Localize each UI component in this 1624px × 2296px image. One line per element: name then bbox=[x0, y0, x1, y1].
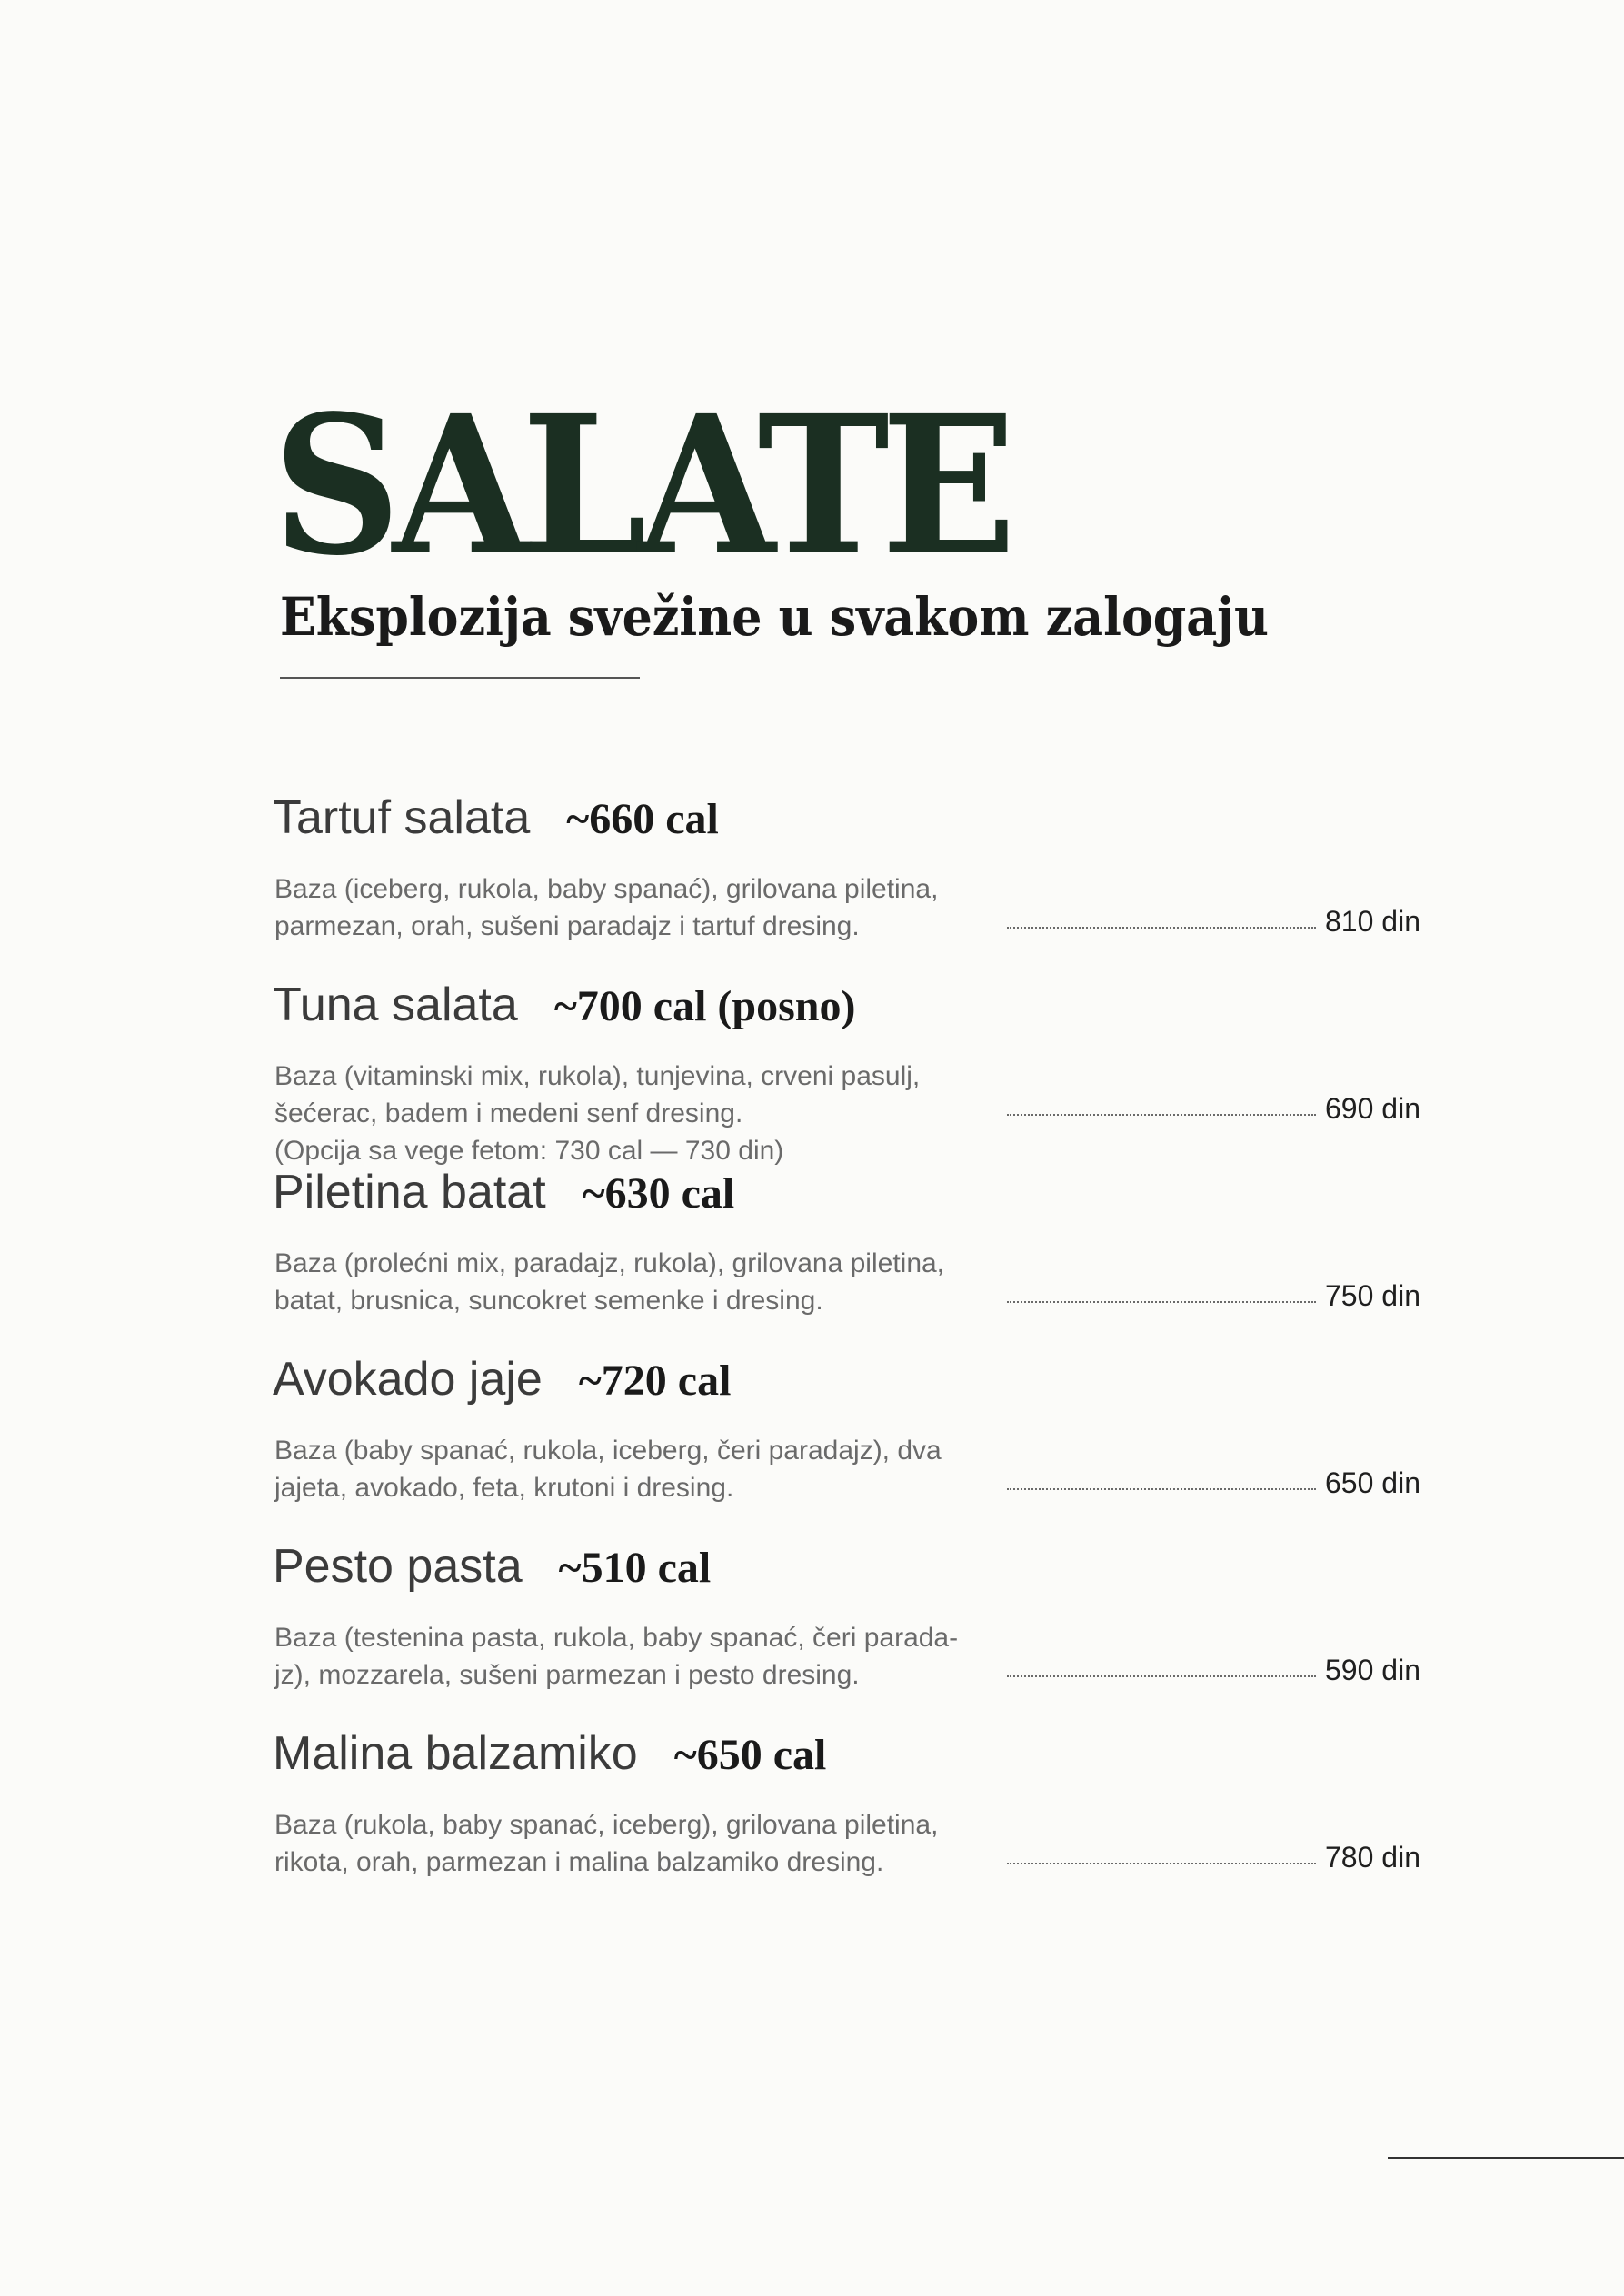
item-description-line: parmezan, orah, sušeni paradajz i tartuf dresing. bbox=[274, 911, 860, 941]
item-description bbox=[274, 870, 1001, 945]
menu-item bbox=[273, 978, 1436, 1165]
item-description-line: batat, brusnica, suncokret semenke i dresing. bbox=[274, 1286, 823, 1316]
item-description-line: šećerac, badem i medeni senf dresing. bbox=[274, 1098, 743, 1128]
item-description-line: Baza (prolećni mix, paradajz, rukola), grilovana piletina, bbox=[274, 1248, 945, 1278]
item-description-line: jz), mozzarela, sušeni parmezan i pesto dresing. bbox=[274, 1660, 860, 1690]
corner-divider bbox=[1388, 2157, 1624, 2159]
item-description bbox=[274, 1806, 1001, 1881]
item-calories: ~630 cal bbox=[582, 1169, 735, 1218]
price-leader bbox=[1007, 1114, 1316, 1116]
menu-item bbox=[273, 790, 1436, 978]
item-name: Pesto pasta bbox=[273, 1540, 523, 1593]
item-name: Tuna salata bbox=[273, 979, 518, 1031]
item-name: Tartuf salata bbox=[273, 791, 531, 844]
item-description-line: Baza (vitaminski mix, rukola), tunjevina, crveni pasulj, bbox=[274, 1061, 921, 1091]
menu-item bbox=[273, 1165, 1436, 1352]
menu-items bbox=[273, 790, 1436, 1913]
item-price: 750 din bbox=[1325, 1279, 1420, 1312]
item-description-line: (Opcija sa vege fetom: 730 cal — 730 din) bbox=[274, 1136, 784, 1166]
item-description-line: rikota, orah, parmezan i malina balzamiko dresing. bbox=[274, 1847, 884, 1877]
item-calories: ~700 cal (posno) bbox=[553, 982, 856, 1030]
item-description bbox=[274, 1245, 1001, 1319]
page-title: SALATE bbox=[273, 373, 1009, 598]
item-calories: ~720 cal bbox=[578, 1357, 732, 1405]
menu-item bbox=[273, 1352, 1436, 1539]
price-leader bbox=[1007, 1675, 1316, 1677]
price-leader bbox=[1007, 1488, 1316, 1490]
item-price: 780 din bbox=[1325, 1841, 1420, 1874]
price-leader bbox=[1007, 1863, 1316, 1864]
page-subtitle: Eksplozija svežine u svakom zalogaju bbox=[280, 586, 1269, 648]
item-name: Avokado jaje bbox=[273, 1353, 543, 1406]
item-calories: ~510 cal bbox=[558, 1544, 712, 1592]
item-description-line: Baza (baby spanać, rukola, iceberg, čeri paradajz), dva bbox=[274, 1436, 942, 1466]
price-leader bbox=[1007, 1301, 1316, 1303]
item-description-line: Baza (iceberg, rukola, baby spanać), grilovana piletina, bbox=[274, 874, 939, 904]
item-price: 690 din bbox=[1325, 1092, 1420, 1125]
item-description-line: Baza (testenina pasta, rukola, baby spanać, čeri parada- bbox=[274, 1623, 959, 1653]
title-divider bbox=[280, 677, 640, 679]
item-price: 590 din bbox=[1325, 1654, 1420, 1686]
price-leader bbox=[1007, 927, 1316, 929]
item-description bbox=[274, 1058, 1001, 1169]
item-description-line: Baza (rukola, baby spanać, iceberg), grilovana piletina, bbox=[274, 1810, 939, 1840]
item-name: Malina balzamiko bbox=[273, 1727, 638, 1780]
item-calories: ~650 cal bbox=[673, 1731, 827, 1779]
item-description bbox=[274, 1432, 1001, 1506]
item-calories: ~660 cal bbox=[566, 795, 719, 843]
item-price: 810 din bbox=[1325, 905, 1420, 938]
menu-item bbox=[273, 1726, 1436, 1913]
menu-item bbox=[273, 1539, 1436, 1726]
item-price: 650 din bbox=[1325, 1466, 1420, 1499]
item-description-line: jajeta, avokado, feta, krutoni i dresing. bbox=[274, 1473, 734, 1503]
item-description bbox=[274, 1619, 1001, 1694]
item-name: Piletina batat bbox=[273, 1166, 546, 1218]
